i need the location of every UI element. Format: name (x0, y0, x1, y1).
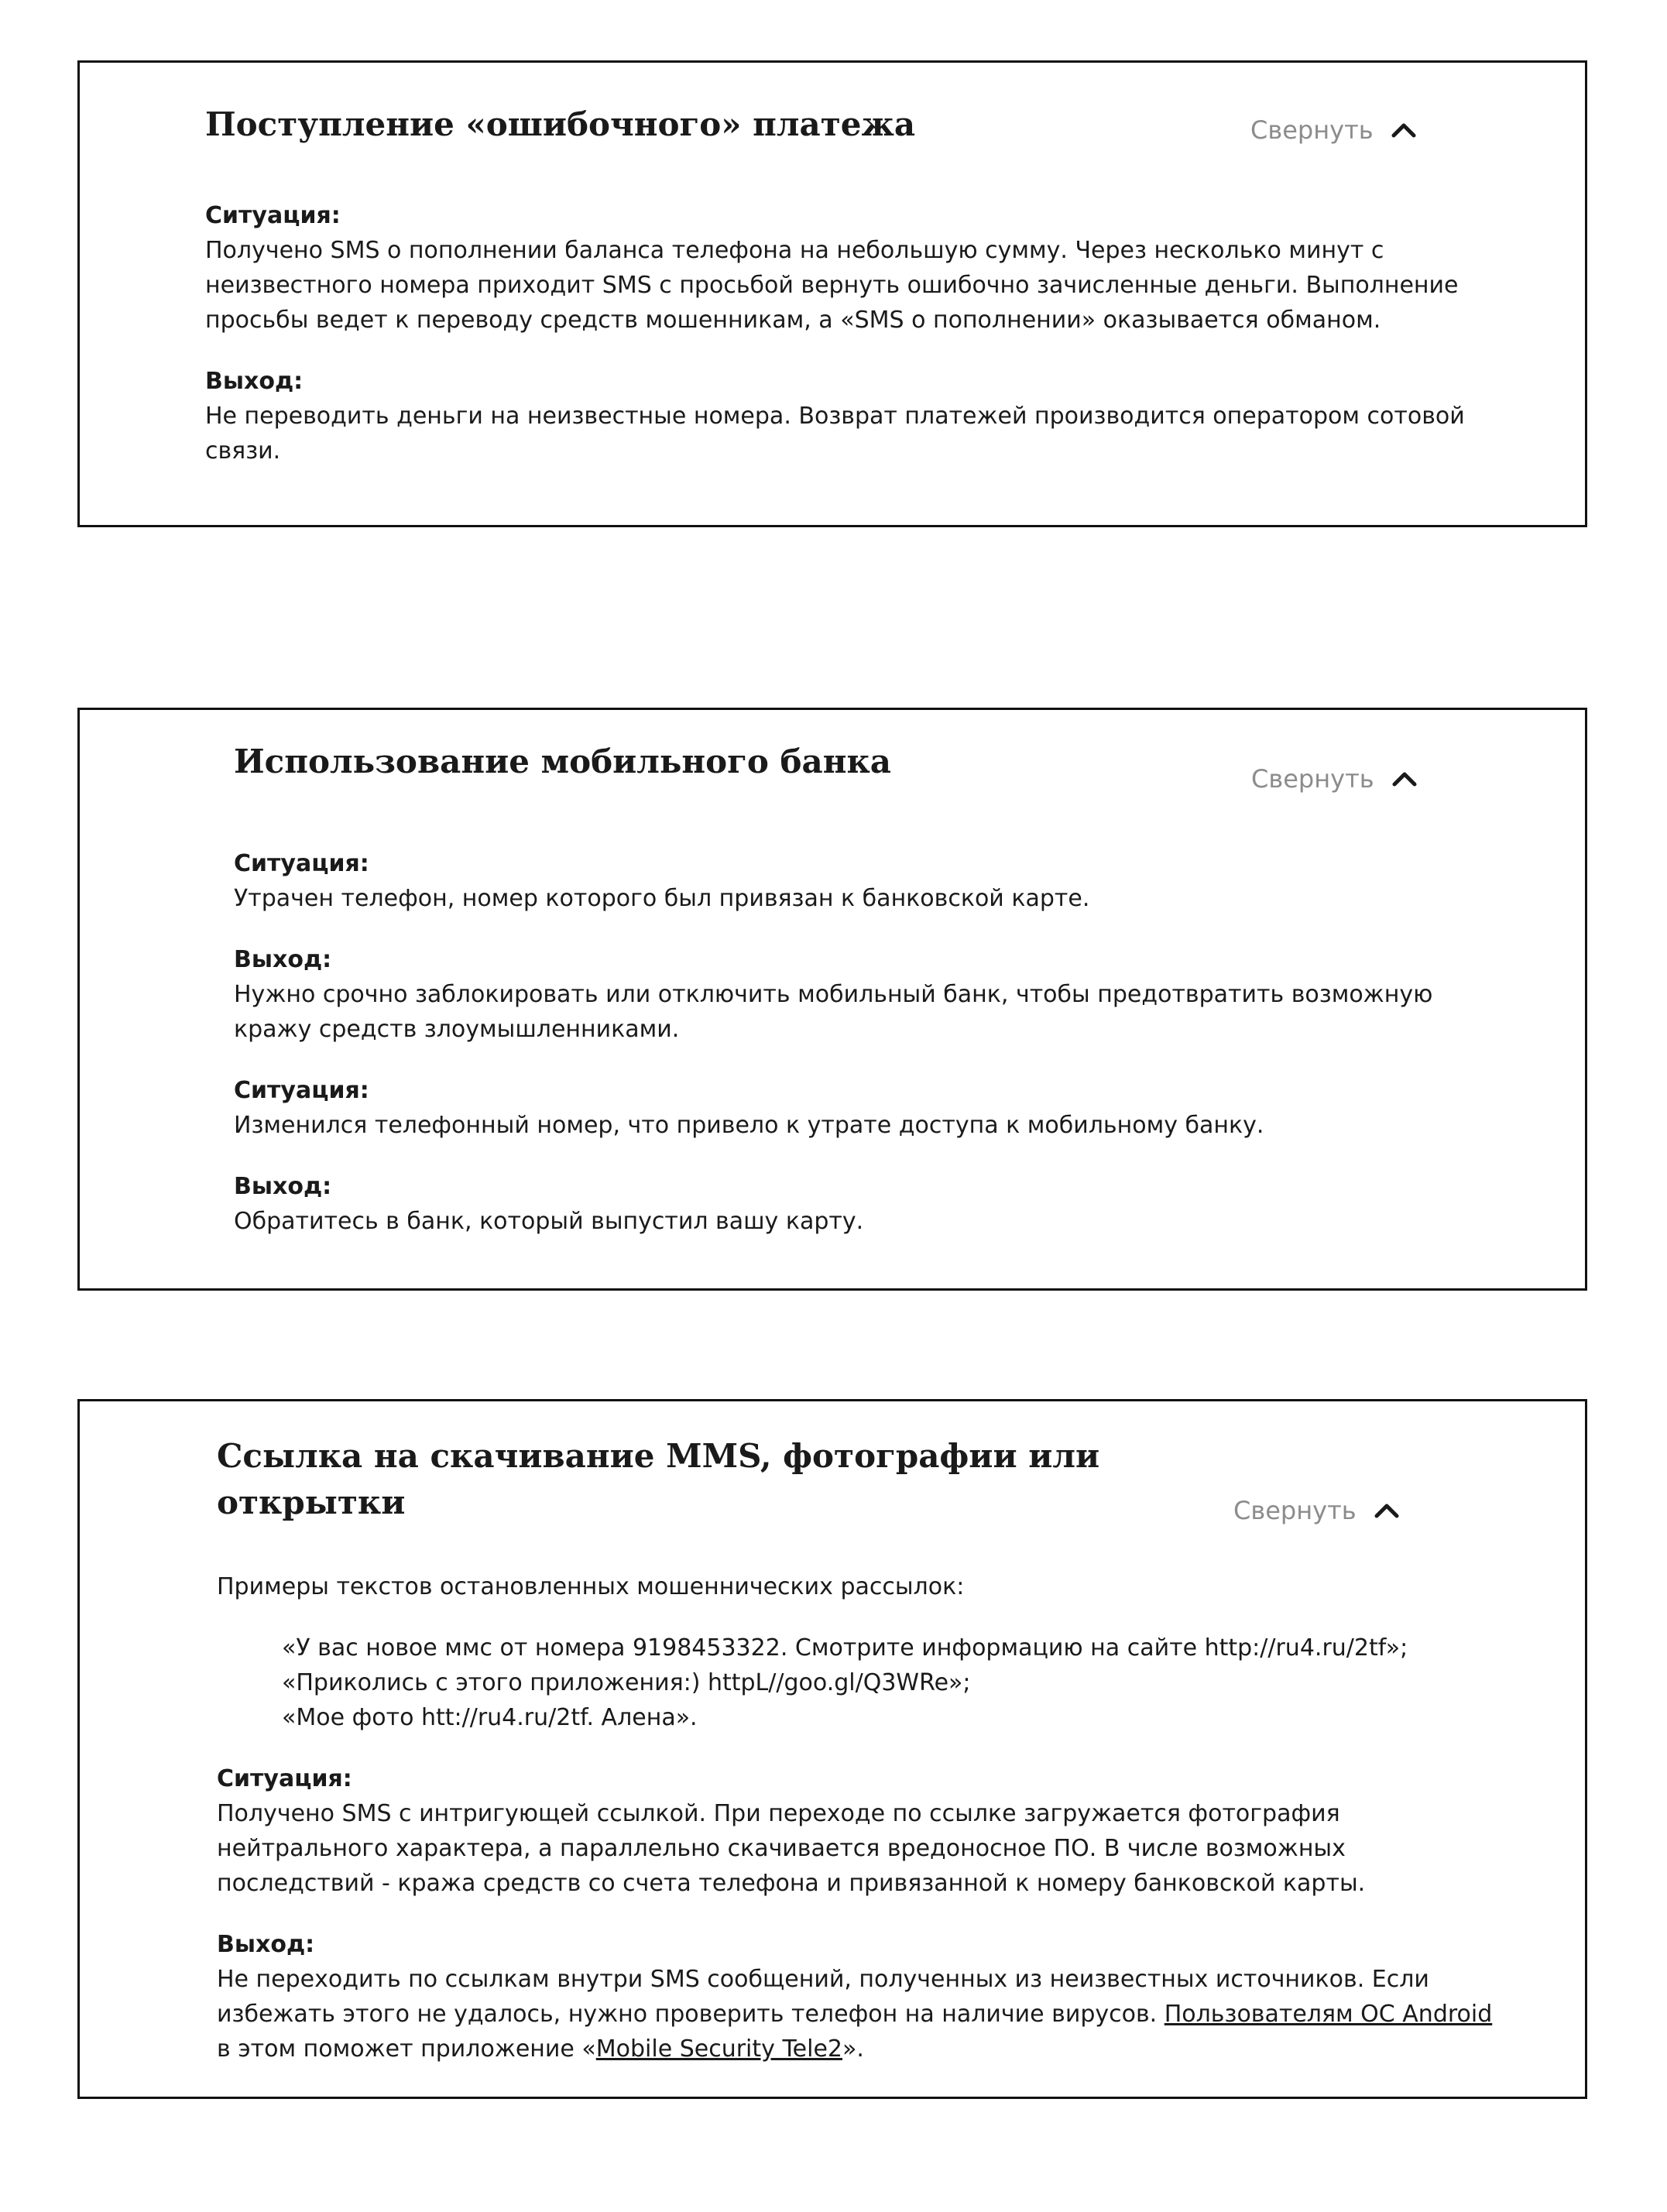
card-title: Использование мобильного банка (234, 742, 892, 780)
situation-text-line: просьбы ведет к переводу средств мошенникам, а «SMS о пополнении» оказывается обманом. (205, 307, 1381, 334)
exit-label: Выход: (234, 946, 332, 973)
situation-label: Ситуация: (205, 202, 341, 229)
example-message: «Приколись с этого приложения:) httpL//goo.gl/Q3WRe»; (282, 1669, 971, 1696)
collapse-button[interactable] (1251, 764, 1418, 794)
card-mobile-bank (77, 708, 1587, 1291)
card-erroneous-payment (77, 60, 1587, 527)
collapse-button[interactable] (1250, 115, 1417, 145)
exit-label: Выход: (234, 1173, 332, 1200)
collapse-label: Свернуть (1233, 1496, 1357, 1525)
collapse-button[interactable] (1233, 1496, 1400, 1525)
exit-text-line (217, 2032, 1533, 2066)
exit-text-line: Не переводить деньги на неизвестные номера. Возврат платежей производится оператором сотовой (205, 403, 1465, 430)
card-mms-link (77, 1399, 1587, 2099)
situation-text-line: Получено SMS о пополнении баланса телефона на небольшую сумму. Через несколько минут с (205, 237, 1384, 264)
situation-label: Ситуация: (217, 1765, 352, 1792)
card-title: Поступление «ошибочного» платежа (205, 105, 916, 143)
situation-text-line: нейтрального характера, а параллельно скачивается вредоносное ПО. В числе возможных (217, 1835, 1346, 1862)
collapse-label: Свернуть (1250, 115, 1374, 145)
exit-text-line: Нужно срочно заблокировать или отключить мобильный банк, чтобы предотвратить возможную (234, 981, 1433, 1008)
card-title-line: Ссылка на скачивание MMS, фотографии или (217, 1437, 1100, 1475)
exit-text-segment: ». (842, 2035, 864, 2063)
card-title-line: открытки (217, 1483, 406, 1521)
situation-text-line: последствий - кража средств со счета телефона и привязанной к номеру банковской карты. (217, 1870, 1366, 1897)
situation-text-line: Получено SMS с интригующей ссылкой. При переходе по ссылке загружается фотография (217, 1800, 1340, 1827)
chevron-up-icon (1374, 1502, 1400, 1519)
mobile-security-link[interactable]: Mobile Security Tele2 (595, 2035, 843, 2063)
situation-label: Ситуация: (234, 850, 369, 877)
collapse-label: Свернуть (1251, 764, 1374, 794)
intro-text: Примеры текстов остановленных мошеннических рассылок: (217, 1573, 965, 1600)
card-body (217, 1569, 1533, 2066)
example-message: «У вас новое ммс от номера 9198453322. Смотрите информацию на сайте http://ru4.ru/2tf»; (282, 1634, 1408, 1662)
exit-text-line (217, 1997, 1533, 2032)
situation-text-line: Изменился телефонный номер, что привело к утрате доступа к мобильному банку. (234, 1112, 1264, 1139)
card-title (217, 1433, 1099, 1526)
example-messages (217, 1631, 1533, 1735)
chevron-up-icon (1391, 122, 1417, 139)
exit-text-segment: в этом поможет приложение « (217, 2035, 596, 2063)
exit-text-segment: избежать этого не удалось, нужно проверить телефон на наличие вирусов. (217, 2001, 1164, 2028)
exit-label: Выход: (217, 1931, 315, 1958)
card-body (234, 846, 1535, 1239)
example-message: «Мое фото htt://ru4.ru/2tf. Алена». (282, 1704, 698, 1731)
android-users-link[interactable]: Пользователям ОС Android (1164, 2001, 1493, 2028)
exit-text-line: Обратитесь в банк, который выпустил вашу карту. (234, 1208, 864, 1235)
exit-label: Выход: (205, 368, 304, 395)
situation-text-line: неизвестного номера приходит SMS с просьбой вернуть ошибочно зачисленные деньги. Выполнение (205, 272, 1459, 299)
exit-text-line: Не переходить по ссылкам внутри SMS сообщений, полученных из неизвестных источников. Если (217, 1966, 1429, 1993)
exit-text-line: кражу средств злоумышленниками. (234, 1016, 680, 1043)
situation-label: Ситуация: (234, 1077, 369, 1104)
card-body (205, 198, 1521, 468)
exit-text-line: связи. (205, 437, 281, 465)
chevron-up-icon (1391, 770, 1418, 787)
situation-text-line: Утрачен телефон, номер которого был привязан к банковской карте. (234, 885, 1090, 912)
